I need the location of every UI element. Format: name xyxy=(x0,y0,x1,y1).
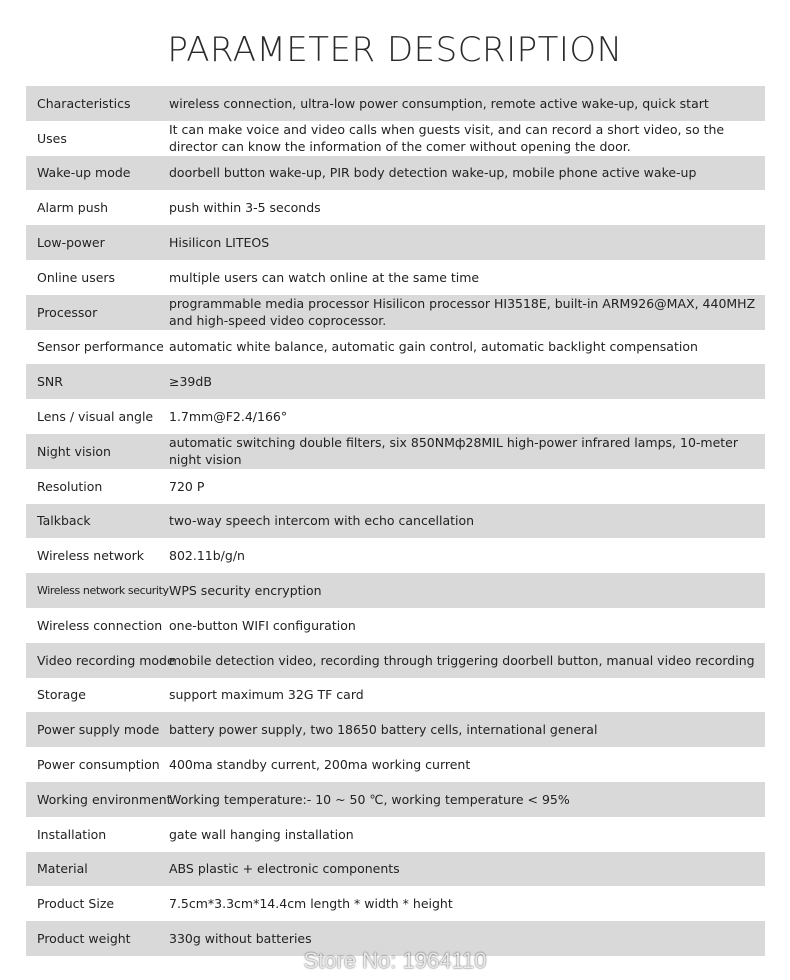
table-row xyxy=(26,573,765,608)
row-value: multiple users can watch online at the same time xyxy=(169,269,480,285)
row-value: automatic white balance, automatic gain control, automatic backlight compensation xyxy=(169,339,698,355)
row-value: automatic switching double filters, six 850NMф28MIL high-power infrared lamps, 10-meter night vision xyxy=(169,435,739,468)
store-watermark: Store No: 1964110 xyxy=(303,948,487,973)
table-row xyxy=(26,852,765,887)
row-value: doorbell button wake-up, PIR body detection wake-up, mobile phone active wake-up xyxy=(169,165,697,181)
row-value: WPS security encryption xyxy=(169,583,322,599)
row-value: 1.7mm@F2.4/166° xyxy=(169,409,288,425)
row-value: 330g without batteries xyxy=(169,931,312,947)
table-row xyxy=(26,747,765,782)
row-label: Working environment xyxy=(37,791,172,807)
row-value: 400ma standby current, 200ma working current xyxy=(169,757,471,773)
row-label: Storage xyxy=(37,687,86,703)
row-value: programmable media processor Hisilicon processor HI3518E, built-in ARM926@MAX, 440MHZ and high-speed video coprocessor. xyxy=(169,296,756,329)
table-row xyxy=(26,712,765,747)
row-label: Characteristics xyxy=(37,95,131,111)
table-row xyxy=(26,156,765,191)
table-row xyxy=(26,121,765,156)
table-row xyxy=(26,190,765,225)
row-label: Talkback xyxy=(37,513,91,529)
row-value: wireless connection, ultra-low power consumption, remote active wake-up, quick start xyxy=(169,95,709,111)
row-label: Power consumption xyxy=(37,757,160,773)
row-label: Installation xyxy=(37,826,107,842)
row-label: Material xyxy=(37,861,88,877)
table-row xyxy=(26,364,765,399)
row-label: Product Size xyxy=(37,896,115,912)
parameter-table xyxy=(26,86,765,956)
table-row xyxy=(26,817,765,852)
table-row xyxy=(26,643,765,678)
row-label: Wireless connection xyxy=(37,617,163,633)
page-title: PARAMETER DESCRIPTION xyxy=(167,30,623,70)
row-value: Working temperature:- 10 ~ 50 ℃, working temperature < 95% xyxy=(169,791,570,807)
row-value: ≥39dB xyxy=(169,374,212,390)
row-value: battery power supply, two 18650 battery cells, international general xyxy=(169,722,598,738)
table-row xyxy=(26,538,765,573)
row-value: two-way speech intercom with echo cancellation xyxy=(169,513,475,529)
table-row xyxy=(26,225,765,260)
row-value: mobile detection video, recording through triggering doorbell button, manual video recording xyxy=(169,652,755,668)
row-label: Low-power xyxy=(37,235,105,251)
row-label: Lens / visual angle xyxy=(37,409,154,425)
row-value: one-button WIFI configuration xyxy=(169,617,356,633)
table-row xyxy=(26,260,765,295)
table-row xyxy=(26,504,765,539)
table-row xyxy=(26,86,765,121)
row-value: It can make voice and video calls when guests visit, and can record a short video, so the director can know the information of the comer without opening the door. xyxy=(169,122,725,155)
row-label: Processor xyxy=(37,304,98,320)
row-label: Video recording mode xyxy=(37,652,175,668)
row-value: 720 P xyxy=(169,478,205,494)
row-label: SNR xyxy=(37,374,63,390)
row-value: push within 3-5 seconds xyxy=(169,200,321,216)
table-row xyxy=(26,608,765,643)
row-value: Hisilicon LITEOS xyxy=(169,235,270,251)
row-label: Resolution xyxy=(37,478,103,494)
row-label: Sensor performance xyxy=(37,339,164,355)
row-label: Wireless network xyxy=(37,548,145,564)
row-label: Wake-up mode xyxy=(37,165,131,181)
row-value: support maximum 32G TF card xyxy=(169,687,364,703)
row-label: Night vision xyxy=(37,443,111,459)
row-label: Online users xyxy=(37,269,116,285)
row-label: Wireless network security xyxy=(37,584,169,598)
row-value: ABS plastic + electronic components xyxy=(169,861,400,877)
row-value: 7.5cm*3.3cm*14.4cm length * width * height xyxy=(169,896,453,912)
table-row xyxy=(26,295,765,330)
row-label: Power supply mode xyxy=(37,722,160,738)
table-row xyxy=(26,399,765,434)
row-label: Uses xyxy=(37,130,67,146)
table-row xyxy=(26,678,765,713)
table-row xyxy=(26,886,765,921)
table-row xyxy=(26,782,765,817)
row-label: Product weight xyxy=(37,931,131,947)
table-row xyxy=(26,434,765,469)
row-value: gate wall hanging installation xyxy=(169,826,354,842)
row-label: Alarm push xyxy=(37,200,109,216)
table-row xyxy=(26,330,765,365)
table-row xyxy=(26,469,765,504)
row-value: 802.11b/g/n xyxy=(169,548,245,564)
